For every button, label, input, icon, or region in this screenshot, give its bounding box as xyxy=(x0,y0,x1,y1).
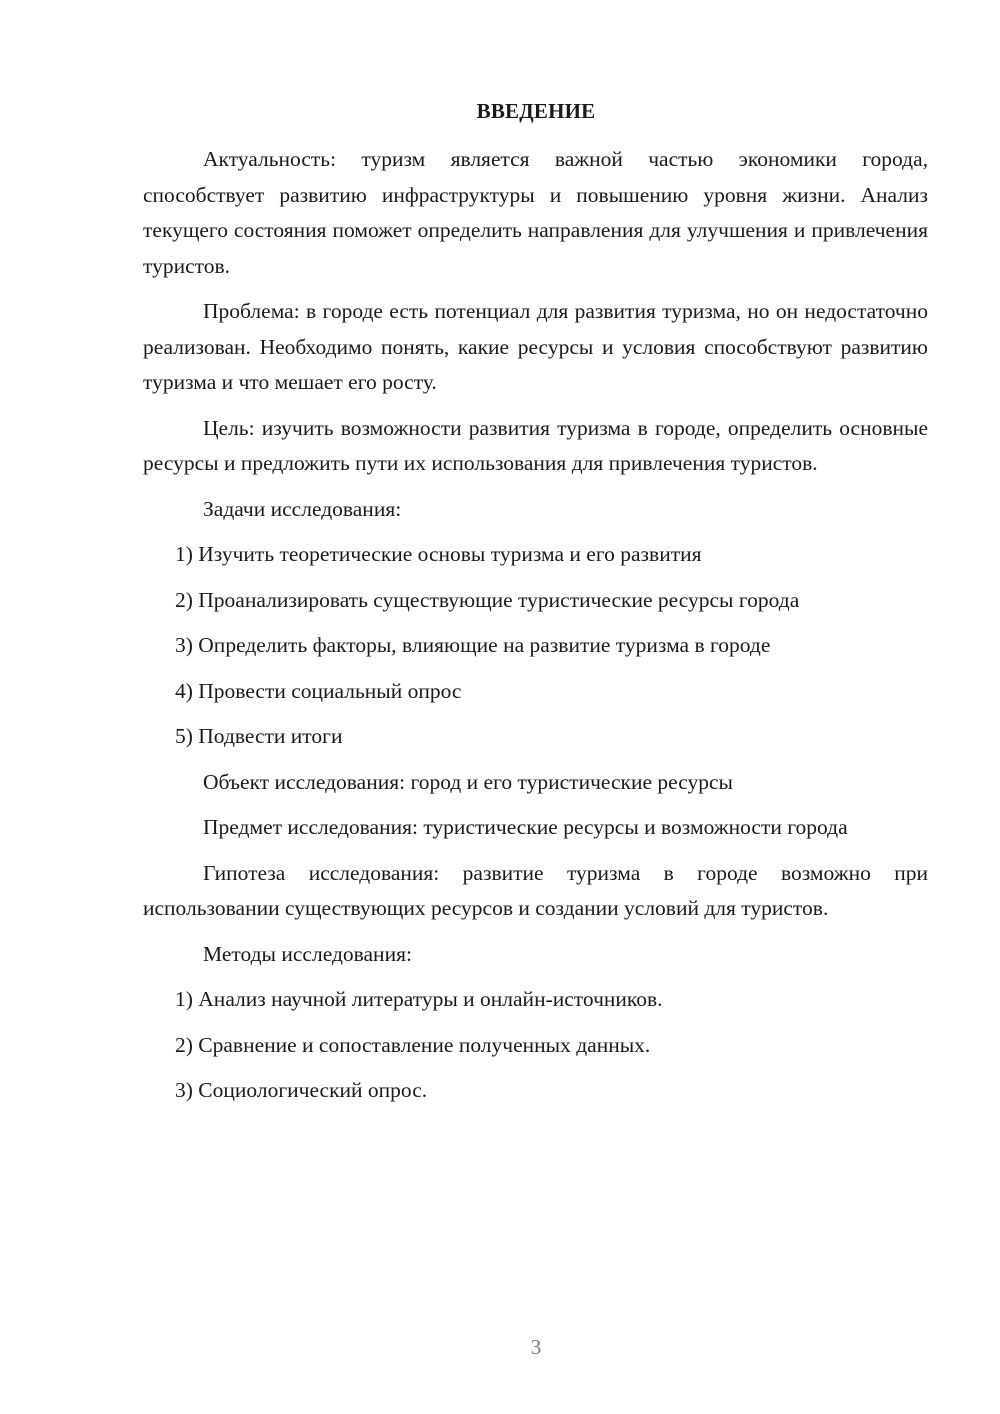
task-item-2: 2) Проанализировать существующие туристические ресурсы города xyxy=(175,587,800,612)
goal-paragraph: Цель: изучить возможности развития туризма в городе, определить основные ресурсы и предложить пути их использования для привлечения туристов. xyxy=(143,415,928,475)
task-item-3: 3) Определить факторы, влияющие на развитие туризма в городе xyxy=(175,633,771,657)
tasks-title: Задачи исследования: xyxy=(203,496,402,521)
relevance-paragraph: Актуальность: туризм является важной частью экономики города, способствует развитию инфраструктуры и повышению уровня жизни. Анализ текущего состояния поможет определить направления для улучшения и привлечения туристов. xyxy=(143,147,928,278)
method-item-1: 1) Анализ научной литературы и онлайн-источников. xyxy=(175,987,663,1011)
subject-paragraph: Предмет исследования: туристические ресурсы и возможности города xyxy=(203,815,848,839)
task-item-5: 5) Подвести итоги xyxy=(175,724,343,748)
method-item-3: 3) Социологический опрос. xyxy=(175,1078,428,1102)
page-number: 3 xyxy=(530,1335,542,1359)
document-body xyxy=(143,142,928,1119)
method-item-2: 2) Сравнение и сопоставление полученных данных. xyxy=(175,1032,651,1057)
problem-paragraph: Проблема: в городе есть потенциал для развития туризма, но он недостаточно реализован. Необходимо понять, какие ресурсы и условия способствуют развитию туризма и что мешает его росту. xyxy=(143,299,928,394)
methods-title: Методы исследования: xyxy=(203,941,412,966)
task-item-1: 1) Изучить теоретические основы туризма и его развития xyxy=(175,542,702,566)
section-heading: ВВЕДЕНИЕ xyxy=(476,99,596,123)
object-line: Объект исследования: город и его туристические ресурсы xyxy=(203,769,733,794)
task-item-4: 4) Провести социальный опрос xyxy=(175,678,462,703)
hypothesis-paragraph: Гипотеза исследования: развитие туризма в городе возможно при использовании существующих ресурсов и создании условий для туристов. xyxy=(143,860,928,920)
